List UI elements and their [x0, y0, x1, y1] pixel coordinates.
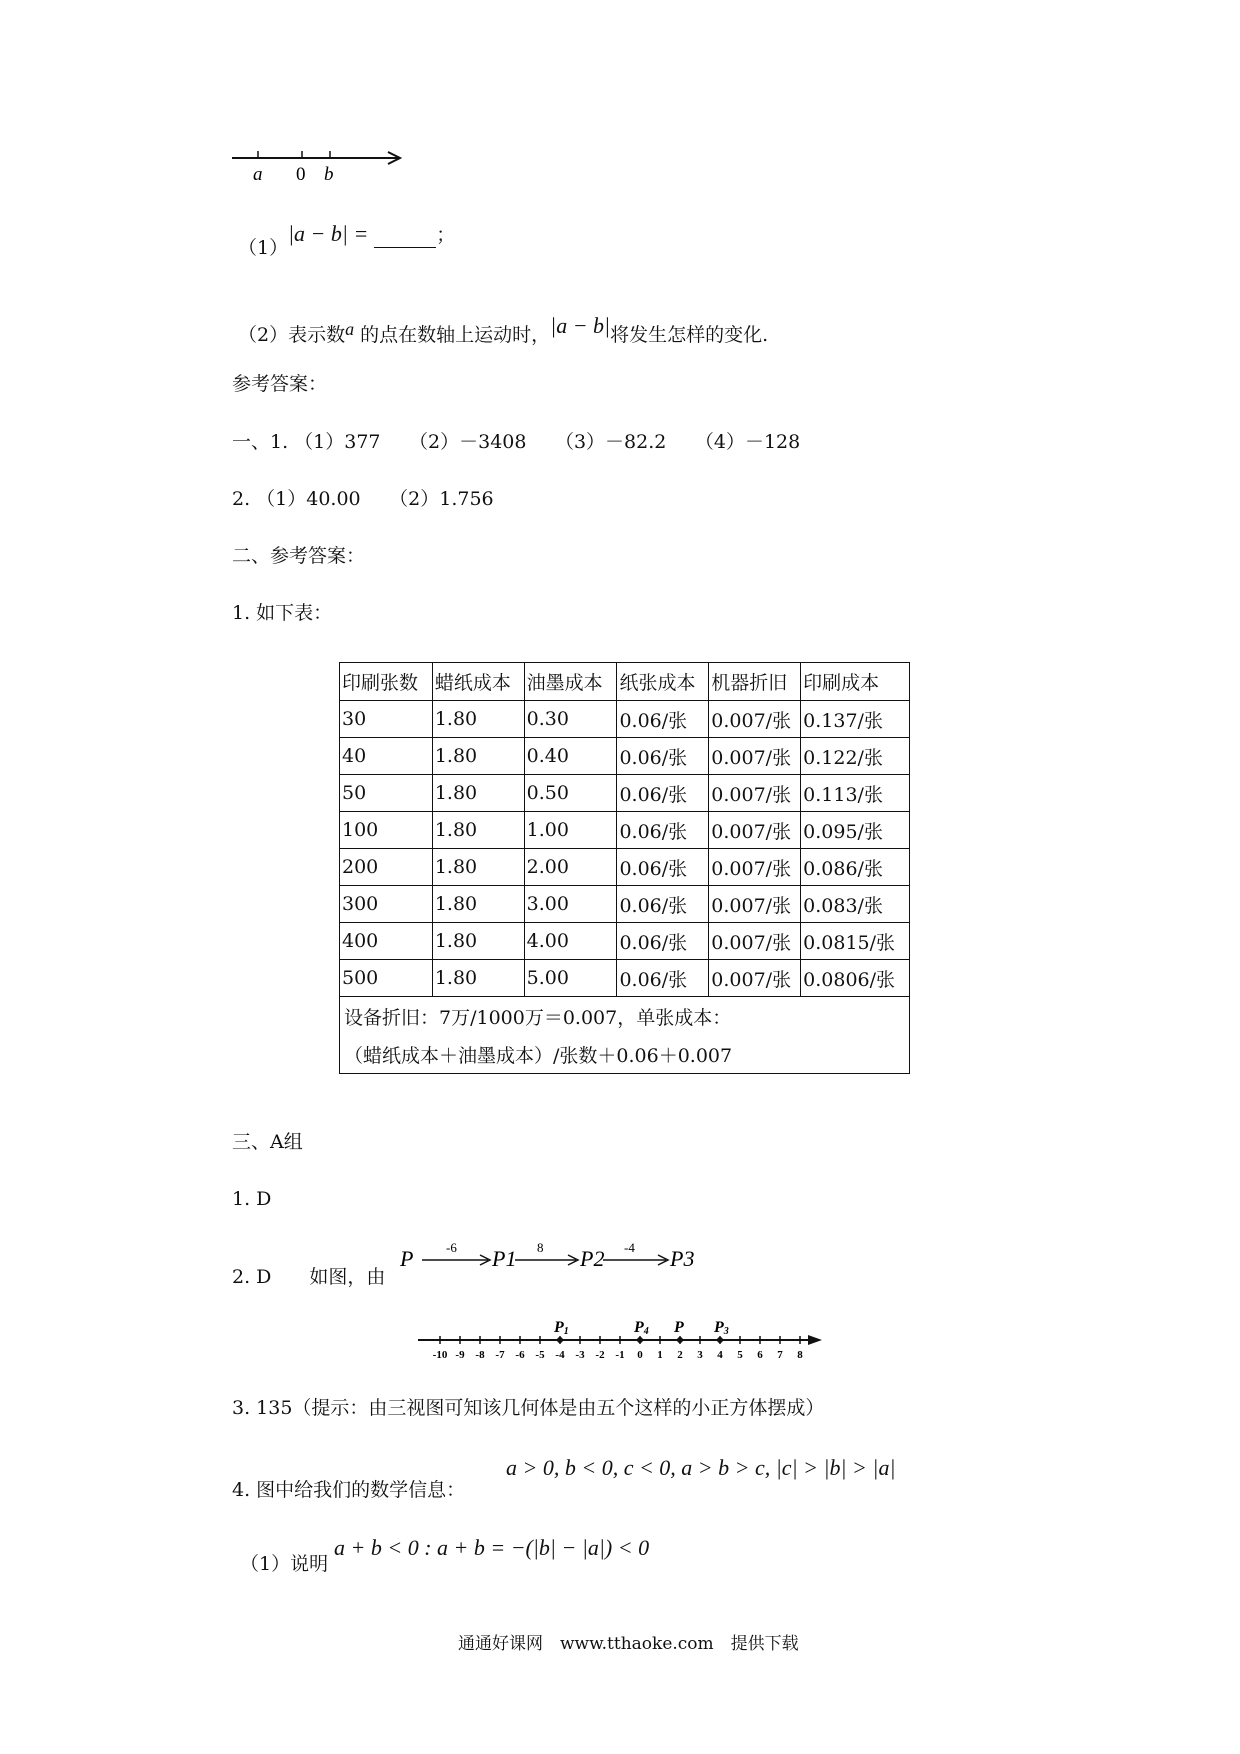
table-row	[340, 960, 910, 997]
table-note-row	[340, 997, 910, 1036]
tick-label: 7	[777, 1349, 783, 1361]
s3-item2: 2. D 如图，由	[232, 1266, 386, 1288]
table-cell: 0.007/张	[709, 886, 801, 923]
table-cell: 1.80	[432, 849, 524, 886]
question-1-expr: |a − b| = ；	[288, 221, 456, 246]
table-cell: 1.80	[432, 701, 524, 738]
table-note: 设备折旧：7万/1000万＝0.007，单张成本：	[340, 997, 910, 1036]
point-label: P4	[634, 1319, 649, 1337]
table-cell: 30	[340, 701, 433, 738]
table-cell: 200	[340, 849, 433, 886]
table-cell: 0.007/张	[709, 738, 801, 775]
table-cell: 0.007/张	[709, 701, 801, 738]
table-cell: 0.06/张	[617, 960, 709, 997]
tick-label: -8	[475, 1349, 485, 1361]
step-3: -4	[624, 1240, 635, 1255]
table-cell: 0.122/张	[801, 738, 910, 775]
tick-label: 6	[757, 1349, 763, 1361]
label-b: b	[324, 164, 334, 185]
number-line-bottom	[418, 1308, 828, 1368]
table-row	[340, 812, 910, 849]
table-cell: 0.095/张	[801, 812, 910, 849]
point-P2: P2	[580, 1246, 605, 1271]
tick-label: -9	[455, 1349, 465, 1361]
tick-label: 1	[657, 1349, 663, 1361]
s3-item4-math: a > 0, b < 0, c < 0, a > b > c, |c| > |b| > |a|	[506, 1455, 896, 1480]
table-cell: 0.086/张	[801, 849, 910, 886]
point-P1: P1	[492, 1246, 517, 1271]
question-2: （2）表示数a 的点在数轴上运动时，|a − b|将发生怎样的变化.	[238, 313, 769, 346]
tick-label: -10	[432, 1349, 448, 1361]
point-P	[677, 1337, 683, 1343]
header-cell: 机器折旧	[709, 663, 801, 701]
tick-label: -4	[555, 1349, 565, 1361]
table-header-row	[340, 663, 910, 701]
table-cell: 40	[340, 738, 433, 775]
table-cell: 0.007/张	[709, 923, 801, 960]
s3-item3: 3. 135（提示：由三视图可知该几何体是由五个这样的小正方体摆成）	[232, 1397, 825, 1419]
table-cell: 500	[340, 960, 433, 997]
header-cell: 油墨成本	[524, 663, 617, 701]
answer-blank[interactable]	[374, 229, 436, 248]
header-cell: 印刷张数	[340, 663, 433, 701]
table-cell: 0.50	[524, 775, 617, 812]
table-row	[340, 923, 910, 960]
table-cell: 2.00	[524, 849, 617, 886]
header-cell: 印刷成本	[801, 663, 910, 701]
section3-title: 三、A组	[232, 1131, 303, 1153]
tick-label: -6	[515, 1349, 525, 1361]
table-cell: 0.40	[524, 738, 617, 775]
label-zero: 0	[296, 164, 306, 185]
table-note-row	[340, 1035, 910, 1074]
s3-item4-sub: （1）说明	[240, 1553, 329, 1575]
header-cell: 蜡纸成本	[432, 663, 524, 701]
tick-label: -5	[535, 1349, 545, 1361]
table-cell: 0.007/张	[709, 849, 801, 886]
table-cell: 1.80	[432, 960, 524, 997]
table-row	[340, 701, 910, 738]
tick-label: 0	[637, 1349, 643, 1361]
footer: 通通好课网 www.tthaoke.com 提供下载	[458, 1634, 799, 1654]
point-P: P	[400, 1246, 414, 1271]
table-cell: 400	[340, 923, 433, 960]
table-cell: 1.00	[524, 812, 617, 849]
table-cell: 0.06/张	[617, 701, 709, 738]
table-cell: 1.80	[432, 886, 524, 923]
table-cell: 1.80	[432, 775, 524, 812]
number-line-top	[230, 146, 410, 186]
table-row	[340, 775, 910, 812]
tick-label: 8	[797, 1349, 803, 1361]
section2-item1: 1. 如下表：	[232, 602, 333, 624]
tick-label: -1	[615, 1349, 625, 1361]
table-cell: 0.06/张	[617, 775, 709, 812]
table-cell: 0.30	[524, 701, 617, 738]
table-cell: 0.137/张	[801, 701, 910, 738]
table-cell: 0.113/张	[801, 775, 910, 812]
point-P1	[557, 1337, 563, 1343]
answers-title: 参考答案：	[232, 373, 328, 395]
table-cell: 0.0806/张	[801, 960, 910, 997]
table-cell: 3.00	[524, 886, 617, 923]
s3-item4: 4. 图中给我们的数学信息：	[232, 1479, 466, 1501]
table-cell: 1.80	[432, 812, 524, 849]
table-row	[340, 738, 910, 775]
section1-line1: 一、1. （1）377 （2）－3408 （3）－82.2 （4）－128	[232, 431, 801, 453]
question-1: （1）	[238, 237, 289, 259]
section2-title: 二、参考答案：	[232, 545, 366, 567]
table-cell: 100	[340, 812, 433, 849]
tick-label: 2	[677, 1349, 683, 1361]
table-cell: 1.80	[432, 923, 524, 960]
table-cell: 0.06/张	[617, 886, 709, 923]
point-P3	[717, 1337, 723, 1343]
header-cell: 纸张成本	[617, 663, 709, 701]
tick-label: -2	[595, 1349, 605, 1361]
label-a: a	[253, 164, 263, 185]
tick-label: -3	[575, 1349, 585, 1361]
step-2: 8	[537, 1240, 544, 1255]
cost-table	[339, 662, 910, 1074]
table-cell: 5.00	[524, 960, 617, 997]
table-cell: 0.007/张	[709, 812, 801, 849]
point-label: P	[674, 1319, 684, 1336]
table-cell: 300	[340, 886, 433, 923]
table-cell: 4.00	[524, 923, 617, 960]
table-cell: 0.06/张	[617, 923, 709, 960]
table-row	[340, 849, 910, 886]
table-note: （蜡纸成本＋油墨成本）/张数＋0.06＋0.007	[340, 1035, 910, 1074]
table-cell: 1.80	[432, 738, 524, 775]
point-label: P1	[554, 1319, 569, 1337]
axis-arrow	[808, 1335, 822, 1345]
table-cell: 0.06/张	[617, 849, 709, 886]
tick-label: 5	[737, 1349, 743, 1361]
section1-line2: 2. （1）40.00 （2）1.756	[232, 488, 494, 510]
table-cell: 0.06/张	[617, 812, 709, 849]
table-cell: 0.083/张	[801, 886, 910, 923]
point-label: P3	[714, 1319, 729, 1337]
table-cell: 0.007/张	[709, 775, 801, 812]
table-cell: 0.06/张	[617, 738, 709, 775]
arrow-chain	[400, 1236, 700, 1286]
table-cell: 0.007/张	[709, 960, 801, 997]
table-row	[340, 886, 910, 923]
table-cell: 50	[340, 775, 433, 812]
table-cell: 0.0815/张	[801, 923, 910, 960]
s3-item4-sub-math: a + b < 0 : a + b = −(|b| − |a|) < 0	[334, 1535, 650, 1560]
point-P3: P3	[670, 1246, 695, 1271]
tick-label: -7	[495, 1349, 505, 1361]
s3-item1: 1. D	[232, 1188, 272, 1210]
step-1: -6	[446, 1240, 457, 1255]
tick-label: 4	[717, 1349, 723, 1361]
tick-label: 3	[697, 1349, 703, 1361]
point-P4	[637, 1337, 643, 1343]
